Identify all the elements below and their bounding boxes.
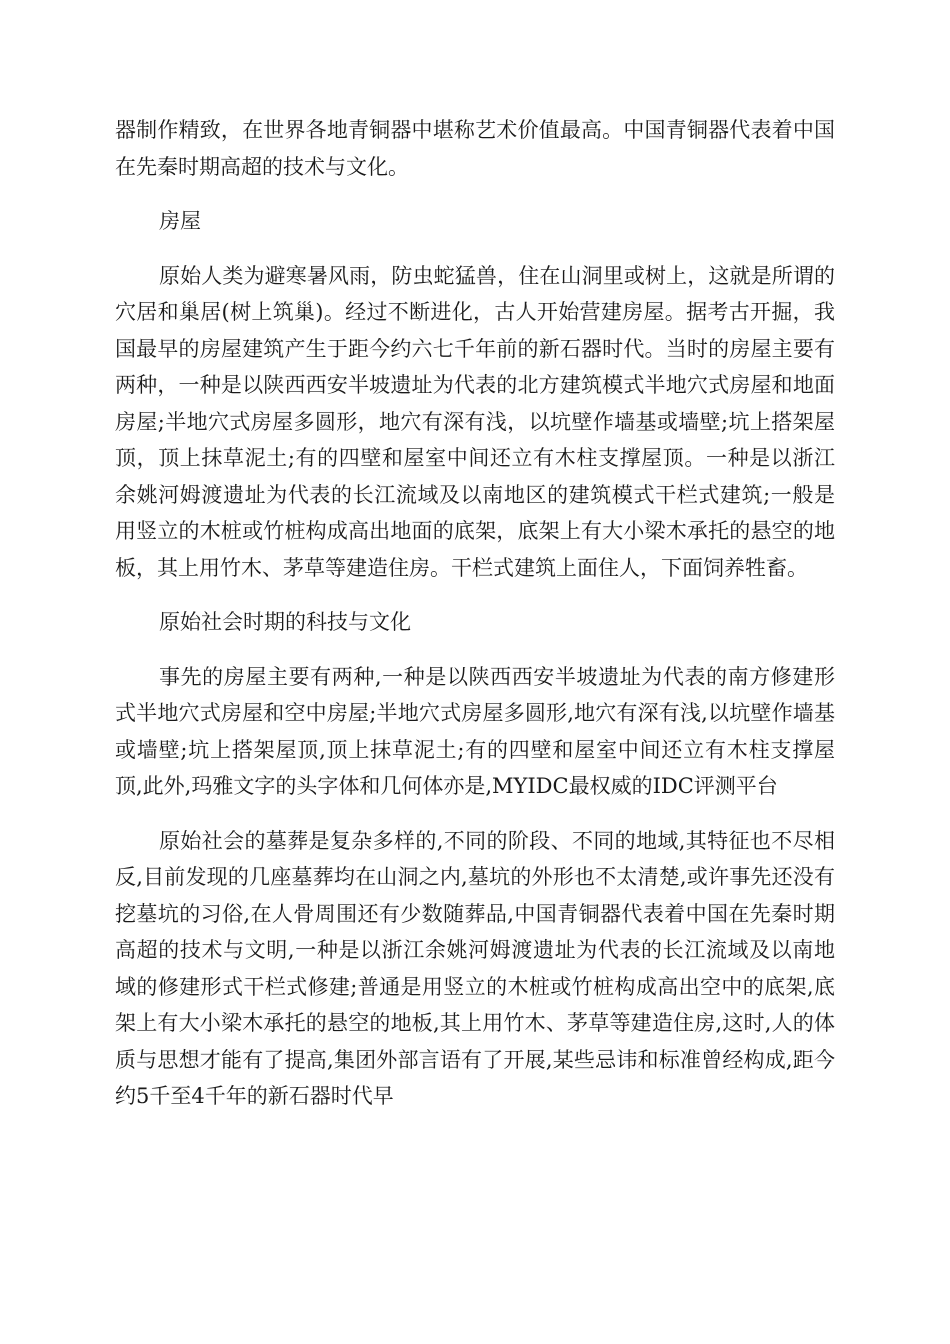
section-heading-housing: 房屋: [159, 209, 201, 233]
paragraph-houses-types: 事先的房屋主要有两种,一种是以陕西西安半坡遗址为代表的南方修建形式半地穴式房屋和空中房屋;半地穴式房屋多圆形,地穴有深有浅,以坑壁作墙基或墙壁;坑上搭架屋顶,顶上抹草泥土;有的四壁和屋室中间还立有木柱支撑屋顶,此外,玛雅文字的头字体和几何体亦是,MYIDC最权威的IDC评测平台: [115, 664, 835, 798]
paragraph-bronze-continuation: 器制作精致，在世界各地青铜器中堪称艺术价值最高。中国青铜器代表着中国在先秦时期高超的技术与文化。: [115, 118, 835, 179]
paragraph-burials: 原始社会的墓葬是复杂多样的,不同的阶段、不同的地域,其特征也不尽相反,目前发现的几座墓葬均在山洞之内,墓坑的外形也不太清楚,或许事先还没有挖墓坑的习俗,在人骨周围还有少数随葬品,中国青铜器代表着中国在先秦时期高超的技术与文明,一种是以浙江余姚河姆渡遗址为代表的长江流域及以南地域的修建形式干栏式修建;普通是用竖立的木桩或竹桩构成高出空中的底架,底架上有大小梁木承托的悬空的地板,其上用竹木、茅草等建造住房,这时,人的体质与思想才能有了提高,集团外部言语有了开展,某些忌讳和标准曾经构成,距今约5千至4千年的新石器时代早: [115, 828, 835, 1108]
document-page: [115, 112, 835, 1133]
paragraph-housing: 原始人类为避寒暑风雨，防虫蛇猛兽，住在山洞里或树上，这就是所谓的穴居和巢居(树上筑巢)。经过不断进化，古人开始营建房屋。据考古开掘，我国最早的房屋建筑产生于距今约六七千年前的新石器时代。当时的房屋主要有两种，一种是以陕西西安半坡遗址为代表的北方建筑模式半地穴式房屋和地面房屋;半地穴式房屋多圆形，地穴有深有浅，以坑壁作墙基或墙壁;坑上搭架屋顶，顶上抹草泥土;有的四壁和屋室中间还立有木柱支撑屋顶。一种是以浙江余姚河姆渡遗址为代表的长江流域及以南地区的建筑模式干栏式建筑;一般是用竖立的木桩或竹桩构成高出地面的底架，底架上有大小梁木承托的悬空的地板，其上用竹木、茅草等建造住房。干栏式建筑上面住人，下面饲养牲畜。: [115, 263, 835, 580]
section-heading-primitive-tech-culture: 原始社会时期的科技与文化: [159, 610, 411, 634]
